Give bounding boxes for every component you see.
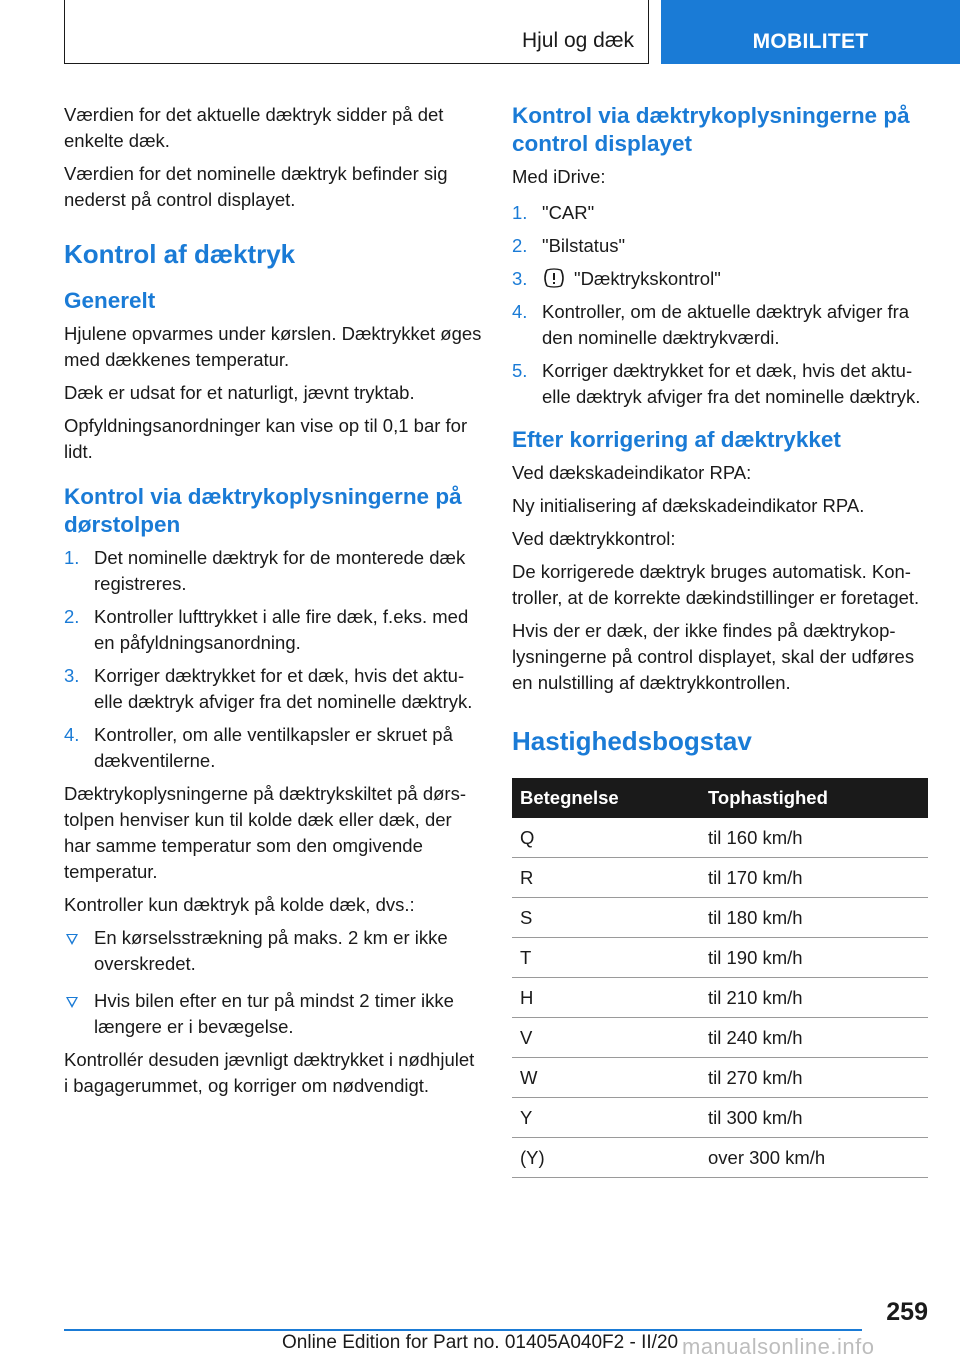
list-item xyxy=(64,925,482,977)
intro-paragraph: Værdien for det aktuelle dæktryk sidder på det enkelte dæk. xyxy=(64,104,444,151)
paragraph: Hjulene opvarmes under kørslen. Dæktrykket øges med dækkenes temperatur. xyxy=(64,323,482,370)
control-display-steps xyxy=(512,200,928,410)
step-number: 1. xyxy=(512,202,528,223)
table-cell: til 160 km/h xyxy=(700,818,928,858)
table-cell: til 170 km/h xyxy=(700,858,928,898)
paragraph: Opfyldningsanordninger kan vise op til 0,1 bar for lidt. xyxy=(64,415,468,462)
step-number: 3. xyxy=(64,665,80,686)
header-section-box xyxy=(64,0,649,64)
right-column xyxy=(512,102,928,1178)
step-text: Korriger dæktrykket for et dæk, hvis det aktuelle dæktryk afviger fra det nominelle dæktryk. xyxy=(94,665,473,712)
watermark: manualsonline.info xyxy=(682,1334,875,1359)
table-row xyxy=(512,978,928,1018)
table-row xyxy=(512,1018,928,1058)
cold-tire-conditions xyxy=(64,925,482,1040)
table-row xyxy=(512,818,928,858)
step-number: 1. xyxy=(64,547,80,568)
column-header: Tophastighed xyxy=(700,778,928,818)
step-text: Kontroller lufttrykket i alle fire dæk, f.eks. med en påfyldningsanordning. xyxy=(94,606,469,653)
table-cell: S xyxy=(512,898,700,938)
section-heading: Kontrol af dæktryk xyxy=(64,239,296,269)
section-heading-speed-rating: Hastighedsbogstav xyxy=(512,726,752,756)
table-cell: til 270 km/h xyxy=(700,1058,928,1098)
page-number: 259 xyxy=(886,1298,928,1326)
subsection-heading-control-display: Kontrol via dæktrykoplysningerne på control displayet xyxy=(512,103,910,156)
bullet-triangle-icon xyxy=(66,934,78,945)
list-item xyxy=(64,545,482,597)
table-cell: til 190 km/h xyxy=(700,938,928,978)
step-text: Korriger dæktrykket for et dæk, hvis det aktuelle dæktryk afviger fra det nominelle dæktryk. xyxy=(542,360,921,407)
footer-edition: Online Edition for Part no. 01405A040F2 - II/20 xyxy=(282,1332,679,1353)
column-header: Betegnelse xyxy=(512,778,700,818)
list-item xyxy=(64,604,482,656)
list-item xyxy=(512,200,928,226)
table-cell: W xyxy=(512,1058,700,1098)
list-item xyxy=(64,663,482,715)
table-row xyxy=(512,1058,928,1098)
paragraph: Kontrollér desuden jævnligt dæktrykket i nødhjulet i bagagerummet, og korriger om nødvendigt. xyxy=(64,1049,475,1096)
table-cell: Y xyxy=(512,1098,700,1138)
table-cell: V xyxy=(512,1018,700,1058)
step-text: "Bilstatus" xyxy=(542,235,626,256)
paragraph: Med iDrive: xyxy=(512,166,606,187)
step-number: 2. xyxy=(64,606,80,627)
subsection-heading-door-pillar: Kontrol via dæktrykoplysningerne på dørstolpen xyxy=(64,484,462,537)
table-row xyxy=(512,1098,928,1138)
table-cell: R xyxy=(512,858,700,898)
subsection-heading-after-correction: Efter korrigering af dæktrykket xyxy=(512,427,841,452)
table-row xyxy=(512,858,928,898)
step-number: 4. xyxy=(512,301,528,322)
step-text: Kontroller, om de aktuelle dæktryk afviger fra den nominelle dæktrykværdi. xyxy=(542,301,910,348)
step-number: 3. xyxy=(512,268,528,289)
speed-rating-table xyxy=(512,778,928,1178)
list-item xyxy=(64,722,482,774)
tire-pressure-warning-icon xyxy=(542,268,566,288)
paragraph: Ved dækskadeindikator RPA: xyxy=(512,462,752,483)
paragraph: Hvis der er dæk, der ikke findes på dæktrykoplysningerne på control displayet, skal der udføres en nulstilling af dæktrykkontrollen. xyxy=(512,620,915,693)
intro-paragraph: Værdien for det nominelle dæktryk befinder sig nederst på control displayet. xyxy=(64,163,448,210)
step-text: "Dæktrykskontrol" xyxy=(574,268,721,289)
table-cell: til 180 km/h xyxy=(700,898,928,938)
header-section-title: Hjul og dæk xyxy=(521,29,634,52)
table-cell: over 300 km/h xyxy=(700,1138,928,1178)
list-item xyxy=(512,266,928,292)
table-cell: til 240 km/h xyxy=(700,1018,928,1058)
step-text: "CAR" xyxy=(542,202,595,223)
table-header-row xyxy=(512,778,928,818)
step-text: Det nominelle dæktryk for de monterede dæk registreres. xyxy=(94,547,466,594)
paragraph: Ny initialisering af dækskadeindikator RPA. xyxy=(512,495,865,516)
table-row xyxy=(512,938,928,978)
table-cell: Q xyxy=(512,818,700,858)
subsection-heading-general: Generelt xyxy=(64,288,156,313)
paragraph: Ved dæktrykkontrol: xyxy=(512,528,676,549)
step-text: Kontroller, om alle ventilkapsler er skruet på dækventilerne. xyxy=(94,724,453,771)
table-cell: til 210 km/h xyxy=(700,978,928,1018)
table-cell: til 300 km/h xyxy=(700,1098,928,1138)
table-cell: T xyxy=(512,938,700,978)
step-number: 2. xyxy=(512,235,528,256)
door-pillar-steps xyxy=(64,545,482,774)
step-number: 4. xyxy=(64,724,80,745)
step-number: 5. xyxy=(512,360,528,381)
table-row xyxy=(512,898,928,938)
table-row xyxy=(512,1138,928,1178)
list-item xyxy=(512,233,928,259)
left-column xyxy=(64,102,482,1106)
paragraph: Kontroller kun dæktryk på kolde dæk, dvs.: xyxy=(64,894,415,915)
table-cell: (Y) xyxy=(512,1138,700,1178)
list-item xyxy=(512,299,928,351)
paragraph: Dæktrykoplysningerne på dæktrykskiltet på dørstolpen henviser kun til kolde dæk eller dæk, der har samme temperatur som den omgivende temperatur. xyxy=(64,783,467,882)
header-chapter-tab[interactable]: MOBILITET xyxy=(661,0,960,64)
table-cell: H xyxy=(512,978,700,1018)
bullet-text: En kørselsstrækning på maks. 2 km er ikke overskredet. xyxy=(94,927,448,974)
list-item xyxy=(512,358,928,410)
list-item xyxy=(64,988,482,1040)
footer-divider xyxy=(64,1329,862,1331)
bullet-triangle-icon xyxy=(66,997,78,1008)
paragraph: De korrigerede dæktryk bruges automatisk. Kontroller, at de korrekte dækindstillinger er foretaget. xyxy=(512,561,920,608)
bullet-text: Hvis bilen efter en tur på mindst 2 timer ikke længere er i bevægelse. xyxy=(94,990,454,1037)
paragraph: Dæk er udsat for et naturligt, jævnt tryktab. xyxy=(64,382,415,403)
